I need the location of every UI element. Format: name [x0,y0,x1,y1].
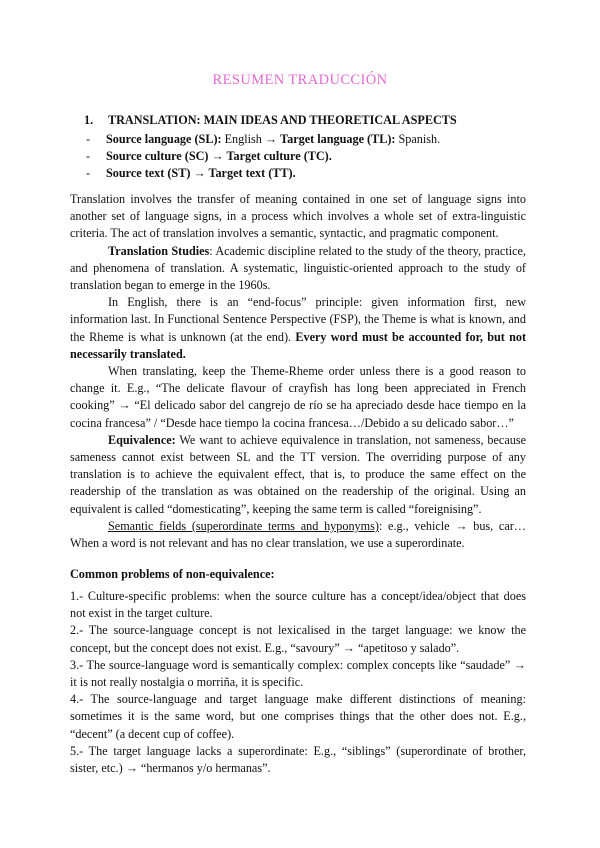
bullet-bold-text: Source text (ST) → Target text (TT). [106,166,296,180]
problem-item: 1.- Culture-specific problems: when the source culture has a concept/idea/object that does not exist in the target culture. [70,589,526,621]
bullet-text: English → [221,132,281,146]
paragraph-translation-studies [70,243,526,295]
paragraph-end-focus [70,294,526,363]
bullet-bold-text: Target language (TL): [280,132,396,146]
term-equivalence: Equivalence: [108,432,176,447]
paragraph-semantic-fields [70,518,526,552]
paragraph-equivalence [70,432,526,518]
bullet-bold-text: Source culture (SC) → Target culture (TC). [106,149,332,163]
problem-item: 5.- The target language lacks a superordinate: E.g., “siblings” (superordinate of brother, sister, etc.) → “hermanos y/o hermanas”. [70,743,526,776]
section-number: 1. [84,113,94,127]
bullet-list [86,131,536,182]
bullet-item [86,165,536,182]
problem-item: 2.- The source-language concept is not lexicalised in the target language: we know the concept, but the concept does not exist. E.g., “savoury” → “apetitoso y salado”. [70,623,526,655]
bullet-item [86,148,536,165]
bullet-item [86,131,536,148]
document-title: RESUMEN TRADUCCIÓN [212,72,388,88]
paragraph-text: In English, there is an “end-focus” principle: given information first, new information last. In Functional Sentence Perspective (FSP), the Theme is what is known, and the Rheme is what is unknown (at the end). [70,295,526,344]
paragraph-theme-rheme: When translating, keep the Theme-Rheme order unless there is a good reason to change it. E.g., “The delicate flavour of crayfish has long been appreciated in French cooking” → “El delicado sabor del cangrejo de río se ha apreciado desde hace tiempo en la cocina francesa” / “Desde hace tiempo la cocina francesa…/Debido a su delicado sabor…” [70,364,526,430]
bullet-dash: - [86,132,91,146]
section-heading-text: TRANSLATION: MAIN IDEAS AND THEORETICAL ASPECTS [108,113,457,127]
bullet-bold-text: Source language (SL): [106,132,222,146]
paragraph-text: : e.g., vehicle → bus, car… When a word is not relevant and has no clear translation, we use a superordinate. [70,518,526,551]
paragraph-text: We want to achieve equivalence in translation, not sameness, because sameness cannot exist between SL and the TT version. The overriding purpose of any translation is to achieve the equivalent effect, that is, to produce the same effect on the readership of the translation as was obtained on the readership of the original. Using an equivalent is called “domesticating”, keeping the same term is called “foreignising”. [70,432,526,516]
term-translation-studies: Translation Studies [108,243,210,258]
section-heading [84,113,534,128]
emphasis-statement: Every word must be accounted for, but not necessarily translated. [70,329,527,361]
body-text [70,191,526,552]
term-semantic-fields: Semantic fields (superordinate terms and hyponyms) [108,518,379,533]
paragraph-text: : Academic discipline related to the study of the theory, practice, and phenomena of translation. A systematic, linguistic-oriented approach to the study of translation began to emerge in the 1960s. [70,243,526,293]
problems-heading: Common problems of non-equivalence: [70,567,275,581]
bullet-text: Spanish. [395,132,441,146]
problems-list [70,588,526,777]
problem-item: 3.- The source-language word is semantically complex: complex concepts like “saudade” → it is not really nostalgia o morriña, it is specific. [70,657,526,690]
bullet-dash: - [86,166,91,180]
paragraph-translation: Translation involves the transfer of meaning contained in one set of language signs into another set of language signs, in a process which involves a whole set of extra-linguistic criteria. The act of translation involves a semantic, syntactic, and pragmatic component. [70,192,526,241]
problem-item: 4.- The source-language and target language make different distinctions of meaning: sometimes it is the same word, but one comprises things that the other does not. E.g., “decent” (a decent cup of coffee). [70,692,526,741]
bullet-dash: - [86,149,91,163]
